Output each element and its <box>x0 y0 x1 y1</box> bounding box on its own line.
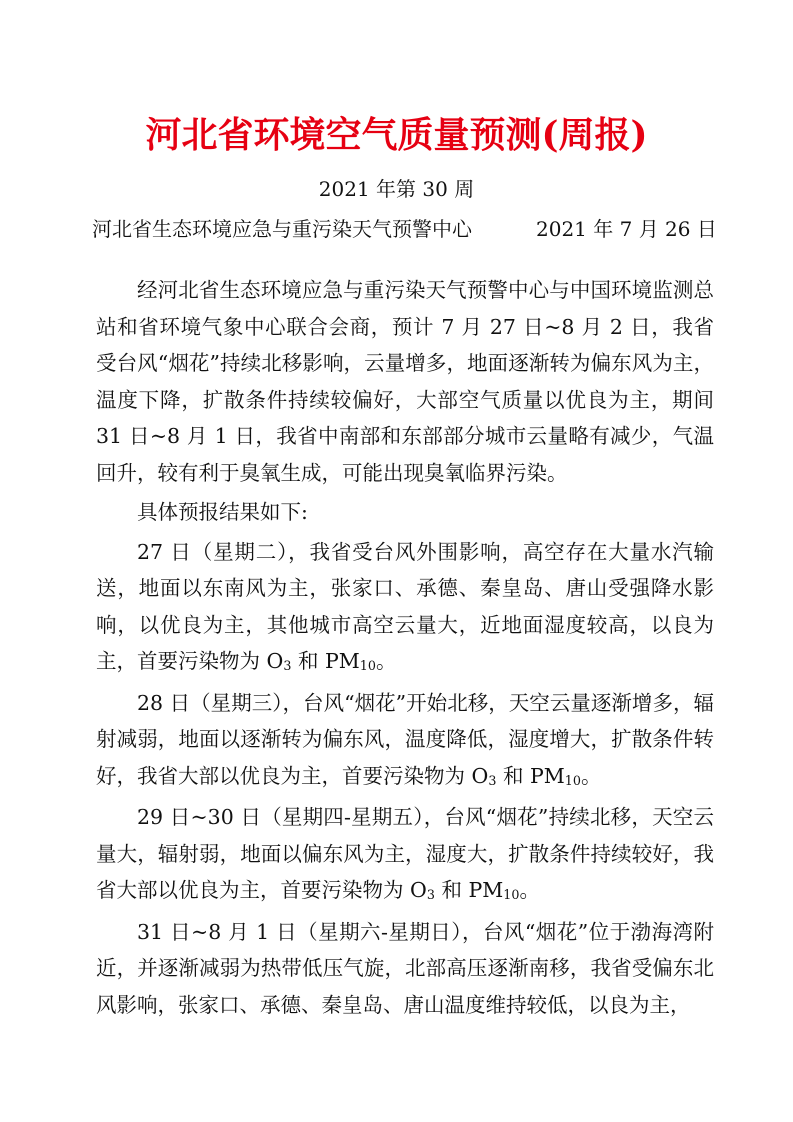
paragraph-day-27 <box>96 534 714 680</box>
paragraph-day-29-30 <box>96 799 714 909</box>
o3-subscript: 3 <box>488 772 497 788</box>
pollutant-and: 和 <box>496 763 530 788</box>
o3-base: O <box>471 763 489 788</box>
sentence-end: 。 <box>375 649 397 673</box>
pollutant-o3 <box>472 764 497 788</box>
pollutant-pm10 <box>530 764 581 788</box>
issue-number: 2021 年第 30 周 <box>318 177 475 201</box>
o3-subscript: 3 <box>283 657 292 673</box>
sentence-end: 。 <box>519 878 540 902</box>
pm-subscript: 10 <box>503 886 520 902</box>
paragraph-day-29-30-text: 29 日~30 日（星期四-星期五），台风“烟花”持续北移，天空云量大，辐射弱，地面以偏东风为主，湿度大，扩散条件持续较好，我省大部以优良为主，首要污染物为 <box>96 805 714 902</box>
issue-date: 2021 年 7 月 26 日 <box>536 217 717 241</box>
pm-base: PM <box>324 649 360 673</box>
pollutant-and: 和 <box>291 649 325 673</box>
pollutant-o3 <box>410 878 435 902</box>
report-body <box>96 272 714 1028</box>
o3-base: O <box>266 649 284 673</box>
pollutant-o3 <box>267 649 292 673</box>
pm-subscript: 10 <box>564 772 581 788</box>
o3-subscript: 3 <box>426 886 435 902</box>
document-title: 河北省环境空气质量预测(周报) <box>145 114 648 156</box>
issuer-name: 河北省生态环境应急与重污染天气预警中心 <box>92 217 472 241</box>
sentence-end: 。 <box>580 763 602 788</box>
pollutant-pm10 <box>468 878 519 902</box>
pm-base: PM <box>468 878 504 902</box>
issuer-line <box>92 214 717 244</box>
pm-base: PM <box>529 763 565 788</box>
o3-base: O <box>410 878 427 902</box>
paragraph-day-31-1: 31 日~8 月 1 日（星期六-星期日），台风“烟花”位于渤海湾附近，并逐渐减弱为热带低压气旋，北部高压逐渐南移，我省受偏东北风影响，张家口、承德、秦皇岛、唐山温度维持较低，以良为主， <box>96 919 714 1017</box>
pollutant-pm10 <box>325 649 376 673</box>
paragraph-day-28 <box>96 685 714 795</box>
paragraph-intro: 具体预报结果如下: <box>137 500 308 524</box>
paragraph-day-27-text: 27 日（星期二），我省受台风外围影响，高空存在大量水汽输送，地面以东南风为主，张家口、承德、秦皇岛、唐山受强降水影响，以优良为主，其他城市高空云量大，近地面湿度较高，以良为主，首要污染物为 <box>96 539 714 673</box>
paragraph-summary: 经河北省生态环境应急与重污染天气预警中心与中国环境监测总站和省环境气象中心联合会商，预计 7 月 27 日~8 月 2 日，我省受台风“烟花”持续北移影响，云量增多，地面逐渐转为偏东风为主，温度下降，扩散条件持续较偏好，大部空气质量以优良为主，期间 31 日~8 月 1 日，我省中南部和东部部分城市云量略有减少，气温回升，较有利于臭氧生成，可能出现臭氧临界污染。 <box>96 278 714 485</box>
pollutant-and: 和 <box>434 878 469 902</box>
paragraph-day-28-text: 28 日（星期三），台风“烟花”开始北移，天空云量逐渐增多，辐射减弱，地面以逐渐转为偏东风，温度降低，湿度增大，扩散条件转好，我省大部以优良为主，首要污染物为 <box>96 690 714 788</box>
pm-subscript: 10 <box>359 657 376 673</box>
